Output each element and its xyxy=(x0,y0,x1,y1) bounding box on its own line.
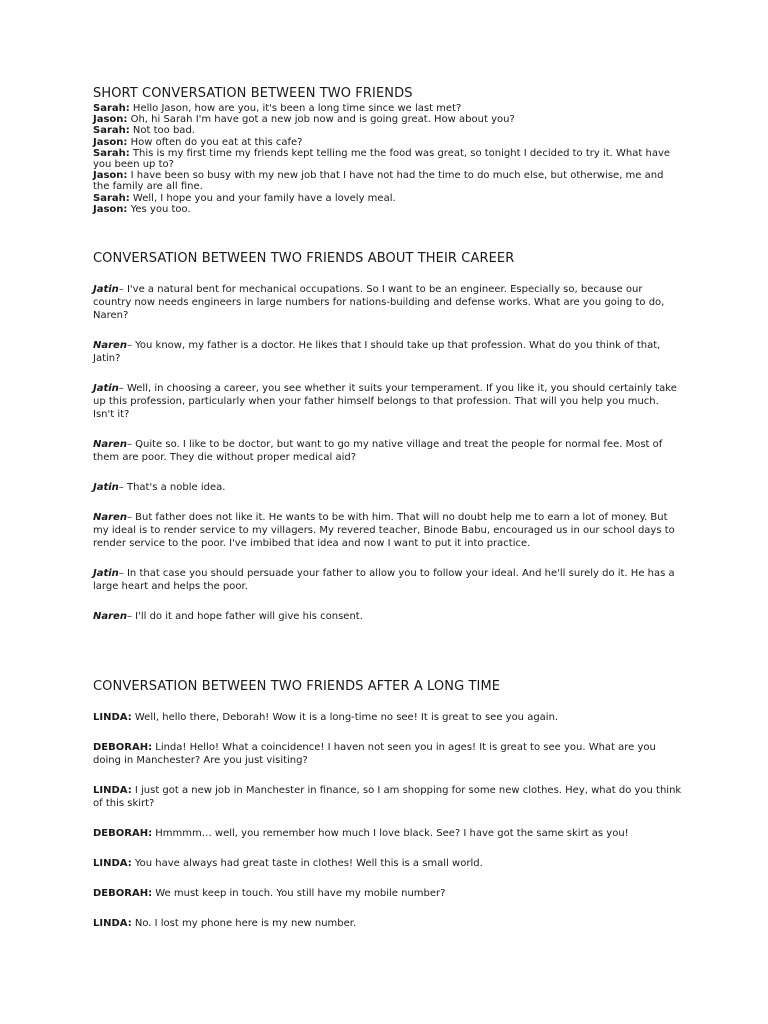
speaker-label: Jason: xyxy=(93,170,128,182)
section-career-conversation xyxy=(93,251,683,623)
section-title: CONVERSATION BETWEEN TWO FRIENDS ABOUT THEIR CAREER xyxy=(93,251,515,266)
dialogue-block xyxy=(93,103,683,215)
dialogue-paragraph xyxy=(93,511,683,550)
speaker-label: Jason: xyxy=(93,136,128,148)
dialogue-paragraph xyxy=(93,711,683,724)
dialogue-paragraph xyxy=(93,382,683,421)
dialogue-text: Yes you too. xyxy=(127,203,191,215)
speaker-label: Jatin xyxy=(93,568,119,579)
speaker-label: Sarah: xyxy=(93,192,130,204)
speaker-label: Naren xyxy=(93,340,127,351)
dialogue-text: – That's a noble idea. xyxy=(118,482,226,493)
speaker-label: Sarah: xyxy=(93,147,130,159)
dialogue-paragraph xyxy=(93,339,683,365)
dialogue-paragraph xyxy=(93,741,683,767)
dialogue-text: – In that case you should persuade your father to allow you to follow your ideal. And he'll surely do it. He has a large heart and helps the poor. xyxy=(93,568,675,592)
speaker-label: DEBORAH: xyxy=(93,888,153,899)
speaker-label: Jatin xyxy=(93,383,119,394)
dialogue-paragraph xyxy=(93,283,683,322)
dialogue-line xyxy=(93,103,683,114)
dialogue-text: – I've a natural bent for mechanical occupations. So I want to be an engineer. Especially so, because our country now needs engineers in large numbers for nations-building and defense works. What are you going to do, Naren? xyxy=(93,284,665,321)
dialogue-text: We must keep in touch. You still have my mobile number? xyxy=(152,888,446,899)
speaker-label: Naren xyxy=(93,512,127,523)
dialogue-text: Oh, hi Sarah I'm have got a new job now and is going great. How about you? xyxy=(127,114,515,126)
dialogue-line xyxy=(93,193,683,204)
dialogue-paragraph xyxy=(93,857,683,870)
dialogue-paragraph xyxy=(93,567,683,593)
dialogue-line xyxy=(93,137,683,148)
dialogue-text: You have always had great taste in clothes! Well this is a small world. xyxy=(131,858,483,869)
dialogue-paragraph xyxy=(93,610,683,623)
speaker-label: Naren xyxy=(93,611,127,622)
dialogue-paragraph xyxy=(93,481,683,494)
speaker-label: LINDA: xyxy=(93,712,132,723)
speaker-label: Jason: xyxy=(93,203,128,215)
dialogue-line xyxy=(93,170,683,192)
dialogue-line xyxy=(93,114,683,125)
dialogue-text: Hello Jason, how are you, it's been a long time since we last met? xyxy=(129,103,462,114)
dialogue-paragraph xyxy=(93,887,683,900)
speaker-label: LINDA: xyxy=(93,858,132,869)
dialogue-paragraph xyxy=(93,784,683,810)
dialogue-paragraph xyxy=(93,438,683,464)
speaker-label: Sarah: xyxy=(93,103,130,114)
speaker-label: Jatin xyxy=(93,284,119,295)
dialogue-text: This is my first time my friends kept telling me the food was great, so tonight I decided to try it. What have you been up to? xyxy=(93,147,671,171)
dialogue-text: Not too bad. xyxy=(129,125,195,137)
dialogue-text: How often do you eat at this cafe? xyxy=(127,136,303,148)
dialogue-line xyxy=(93,148,683,170)
dialogue-line xyxy=(93,204,683,215)
dialogue-text: I just got a new job in Manchester in finance, so I am shopping for some new clothes. Hey, what do you think of this skirt? xyxy=(93,785,682,809)
dialogue-text: Hmmmm… well, you remember how much I love black. See? I have got the same skirt as you! xyxy=(152,828,629,839)
section-long-time-conversation xyxy=(93,679,683,930)
speaker-label: Naren xyxy=(93,439,127,450)
dialogue-text: No. I lost my phone here is my new number. xyxy=(131,918,357,929)
section-title: CONVERSATION BETWEEN TWO FRIENDS AFTER A LONG TIME xyxy=(93,679,501,694)
speaker-label: DEBORAH: xyxy=(93,828,153,839)
dialogue-text: – Quite so. I like to be doctor, but want to go my native village and treat the people for normal fee. Most of them are poor. They die without proper medical aid? xyxy=(93,439,663,463)
dialogue-line xyxy=(93,125,683,136)
dialogue-text: – Well, in choosing a career, you see whether it suits your temperament. If you like it, you should certainly take up this profession, particularly when your father himself belongs to that profession. That will you help you much. Isn't it? xyxy=(93,383,677,420)
dialogue-text: Well, hello there, Deborah! Wow it is a long-time no see! It is great to see you again. xyxy=(131,712,559,723)
section-short-conversation xyxy=(93,86,683,215)
dialogue-text: – I'll do it and hope father will give his consent. xyxy=(126,611,363,622)
dialogue-paragraph xyxy=(93,827,683,840)
speaker-label: Jason: xyxy=(93,114,128,126)
speaker-label: Jatin xyxy=(93,482,119,493)
speaker-label: LINDA: xyxy=(93,785,132,796)
dialogue-text: – You know, my father is a doctor. He likes that I should take up that profession. What do you think of that, Jatin? xyxy=(93,340,661,364)
speaker-label: LINDA: xyxy=(93,918,132,929)
section-title: SHORT CONVERSATION BETWEEN TWO FRIENDS xyxy=(93,86,413,101)
dialogue-paragraph xyxy=(93,917,683,930)
speaker-label: DEBORAH: xyxy=(93,742,153,753)
dialogue-text: Well, I hope you and your family have a lovely meal. xyxy=(129,192,396,204)
dialogue-text: I have been so busy with my new job that I have not had the time to do much else, but otherwise, me and the family are all fine. xyxy=(93,170,664,193)
dialogue-text: – But father does not like it. He wants to be with him. That will no doubt help me to earn a lot of money. But my ideal is to render service to my villagers. My revered teacher, Binode Babu, encouraged us in our school days to render service to the poor. I've imbibed that idea and now I want to put it into practice. xyxy=(93,512,675,549)
speaker-label: Sarah: xyxy=(93,125,130,137)
dialogue-text: Linda! Hello! What a coincidence! I haven not seen you in ages! It is great to see you. What are you doing in Manchester? Are you just visiting? xyxy=(93,742,656,766)
